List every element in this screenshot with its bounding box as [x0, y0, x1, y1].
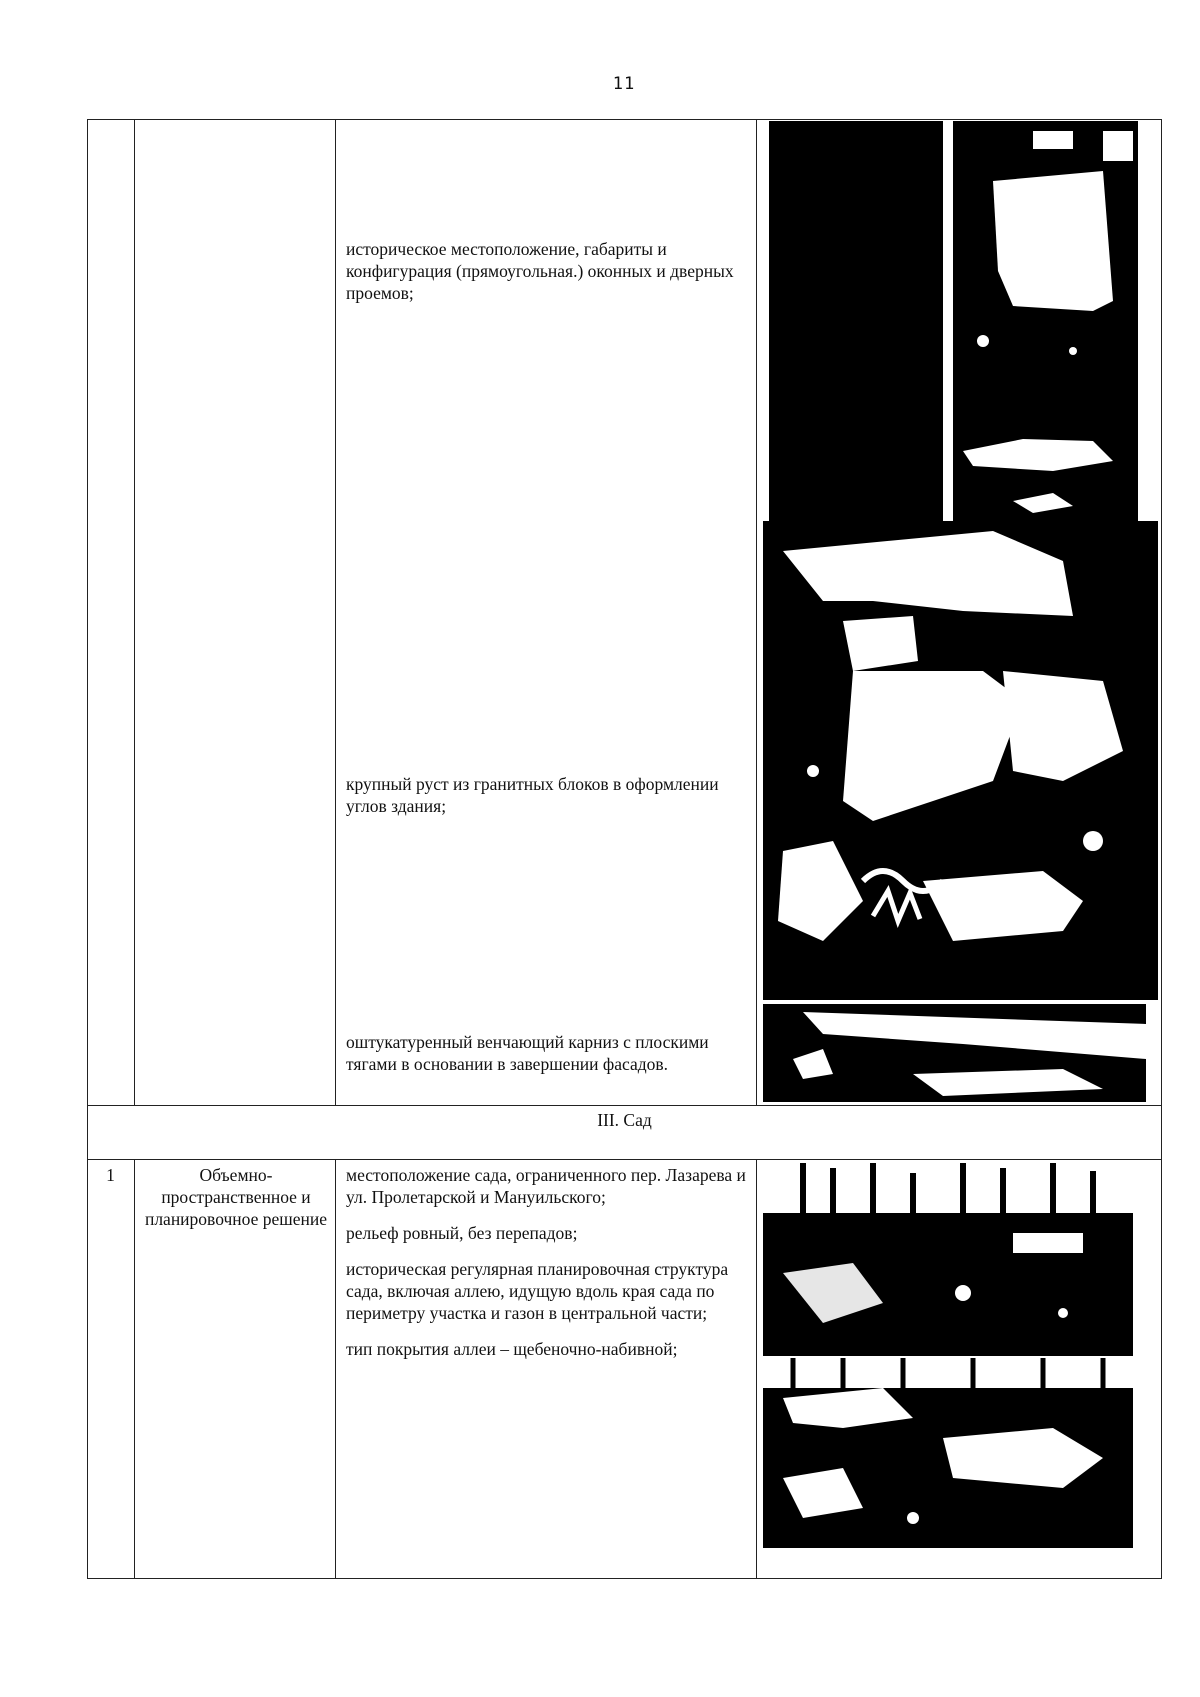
cornice-photo	[763, 1004, 1146, 1102]
garden-features-list	[346, 1164, 746, 1374]
feature-name: Объемно-пространственное и планировочное решение	[144, 1165, 328, 1229]
row-number: 1	[106, 1165, 115, 1185]
garden-relief: рельеф ровный, без перепадов;	[346, 1223, 578, 1243]
section-title-garden: III. Сад	[597, 1110, 652, 1130]
feature-crowning-cornice: оштукатуренный венчающий карниз с плоскими тягами в основании в завершении фасадов.	[346, 1032, 709, 1074]
garden-trees-photo	[763, 1163, 1133, 1356]
table-border-right	[1161, 119, 1162, 1579]
building-window-photo-right	[953, 121, 1138, 521]
garden-alley-photo	[763, 1358, 1133, 1548]
garden-layout-structure: историческая регулярная планировочная структура сада, включая аллею, идущую вдоль края сада по периметру участка и газон в центральной части;	[346, 1259, 729, 1323]
column-divider-number	[134, 1159, 135, 1579]
section-divider-bottom	[87, 1159, 1162, 1160]
section-divider-top	[87, 1105, 1162, 1106]
building-window-photo-left	[769, 121, 951, 521]
column-divider-name	[335, 1159, 336, 1579]
feature-window-openings: историческое местоположение, габариты и конфигурация (прямоугольная.) оконных и дверных проемов;	[346, 239, 734, 303]
protected-features-table	[87, 119, 1162, 1579]
column-divider-description	[756, 119, 757, 1105]
garden-location: местоположение сада, ограниченного пер. Лазарева и ул. Пролетарской и Мануильского;	[346, 1165, 746, 1207]
table-border-left	[87, 119, 88, 1579]
column-divider-name	[335, 119, 336, 1105]
column-divider-number	[134, 119, 135, 1105]
table-border-top	[87, 119, 1162, 120]
page-number: 11	[612, 74, 636, 94]
feature-granite-rustication: крупный руст из гранитных блоков в оформлении углов здания;	[346, 774, 719, 816]
table-border-bottom	[87, 1578, 1162, 1579]
column-divider-description	[756, 1159, 757, 1579]
building-corner-photo	[763, 521, 1158, 1000]
garden-alley-surface: тип покрытия аллеи – щебеночно-набивной;	[346, 1339, 678, 1359]
